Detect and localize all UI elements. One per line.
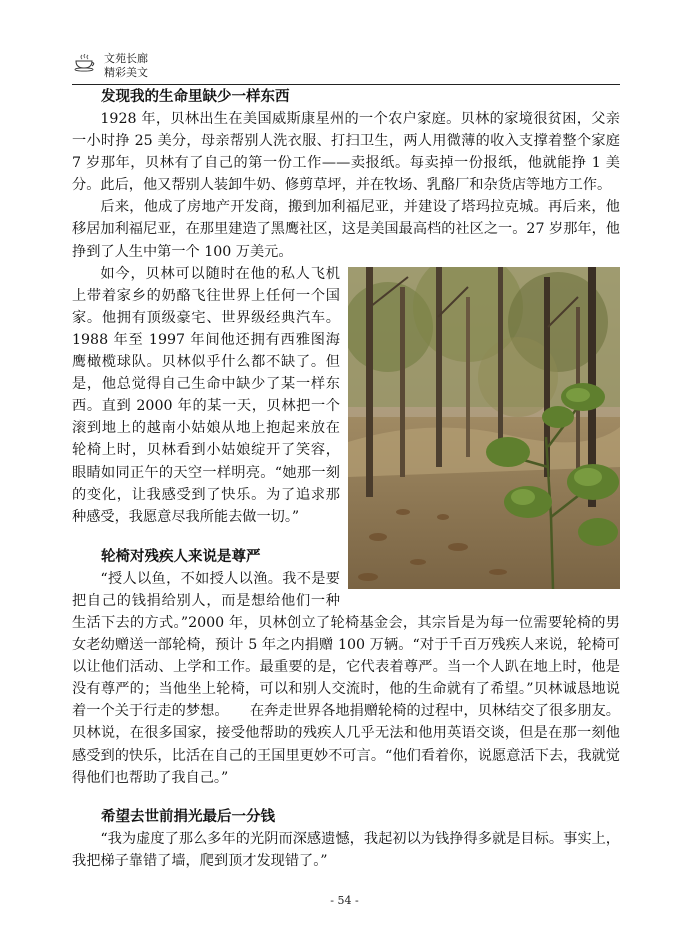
section-heading-2: 轮椅对残疾人来说是尊严 xyxy=(101,548,261,565)
paragraph: 1928 年，贝林出生在美国威斯康星州的一个农户家庭。贝林的家境很贫困，父亲一小时挣 25 美分，母亲帮别人洗衣服、打扫卫生，两人用微薄的收入支撑着整个家庭 7 岁那年，贝林有了自己的第一份工作——卖报纸。每卖掉一份报纸，他就能挣 1 美分。此后，他又帮别人装卸牛奶、修剪草坪，并在牧场、乳酪厂和杂货店等地方工作。 xyxy=(72,111,620,194)
section-heading-3: 希望去世前捐光最后一分钱 xyxy=(101,808,275,825)
section-heading-1: 发现我的生命里缺少一样东西 xyxy=(101,89,290,105)
paragraph: “我为虚度了那么多年的光阴而深感遗憾，我起初以为钱挣得多就是目标。事实上，我把梯子靠错了墙，爬到顶才发现错了。” xyxy=(72,830,620,869)
article-body xyxy=(72,86,620,872)
page-number: - 54 - xyxy=(330,894,359,907)
header-line-2: 精彩美文 xyxy=(104,66,148,79)
teacup-logo-icon xyxy=(74,54,96,72)
forest-photo xyxy=(348,267,620,589)
paragraph: 后来，他成了房地产开发商，搬到加利福尼亚，并建设了塔玛拉克城。再后来，他移居加利福尼亚，在那里建造了黑鹰社区，这是美国最高档的社区之一。27 岁那年，他挣到了人生中第一个 100 万美元。 xyxy=(72,199,620,260)
page-header xyxy=(72,50,620,85)
header-title xyxy=(104,52,148,80)
header-line-1: 文苑长廊 xyxy=(104,52,148,65)
paragraph: “授人以鱼，不如授人以渔。我不是要把自己的钱捐给别人，而是想给他们一种生活下去的方式。”2000 年，贝林创立了轮椅基金会，其宗旨是为每一位需要轮椅的男女老幼赠送一部轮椅，预计 5 年之内捐赠 100 万辆。“对于千百万残疾人来说，轮椅可以让他们活动、上学和工作。最重要的是，它代表着尊严。当一个人趴在地上时，他是没有尊严的；当他坐上轮椅，可以和别人交流时，他的生命就有了希望。”贝林诚恳地说着一个关于行走的梦想。 在奔走世界各地捐赠轮椅的过程中，贝林结交了很多朋友。贝林说，在很多国家，接受他帮助的残疾人几乎无法和他用英语交谈，但是在那一刻他感受到的快乐，比活在自己的王国里更妙不可言。“他们看着你，说愿意活下去，我就觉得他们也帮助了我自己。” xyxy=(72,570,620,786)
paragraph: 如今，贝林可以随时在他的私人飞机上带着家乡的奶酪飞往世界上任何一个国家。他拥有顶级豪宅、世界级经典汽车。1988 年至 1997 年间他还拥有西雅图海鹰橄榄球队。贝林似乎什么都不缺了。但是，他总觉得自己生命中缺少了某一样东西。直到 2000 年的某一天，贝林把一个滚到地上的越南小姑娘从地上抱起来放在轮椅上时，贝林看到小姑娘绽开了笑容，眼睛如同正午的天空一样明亮。“她那一刻的变化，让我感受到了快乐。为了追求那种感受，我愿意尽我所能去做一切。” xyxy=(72,265,340,525)
